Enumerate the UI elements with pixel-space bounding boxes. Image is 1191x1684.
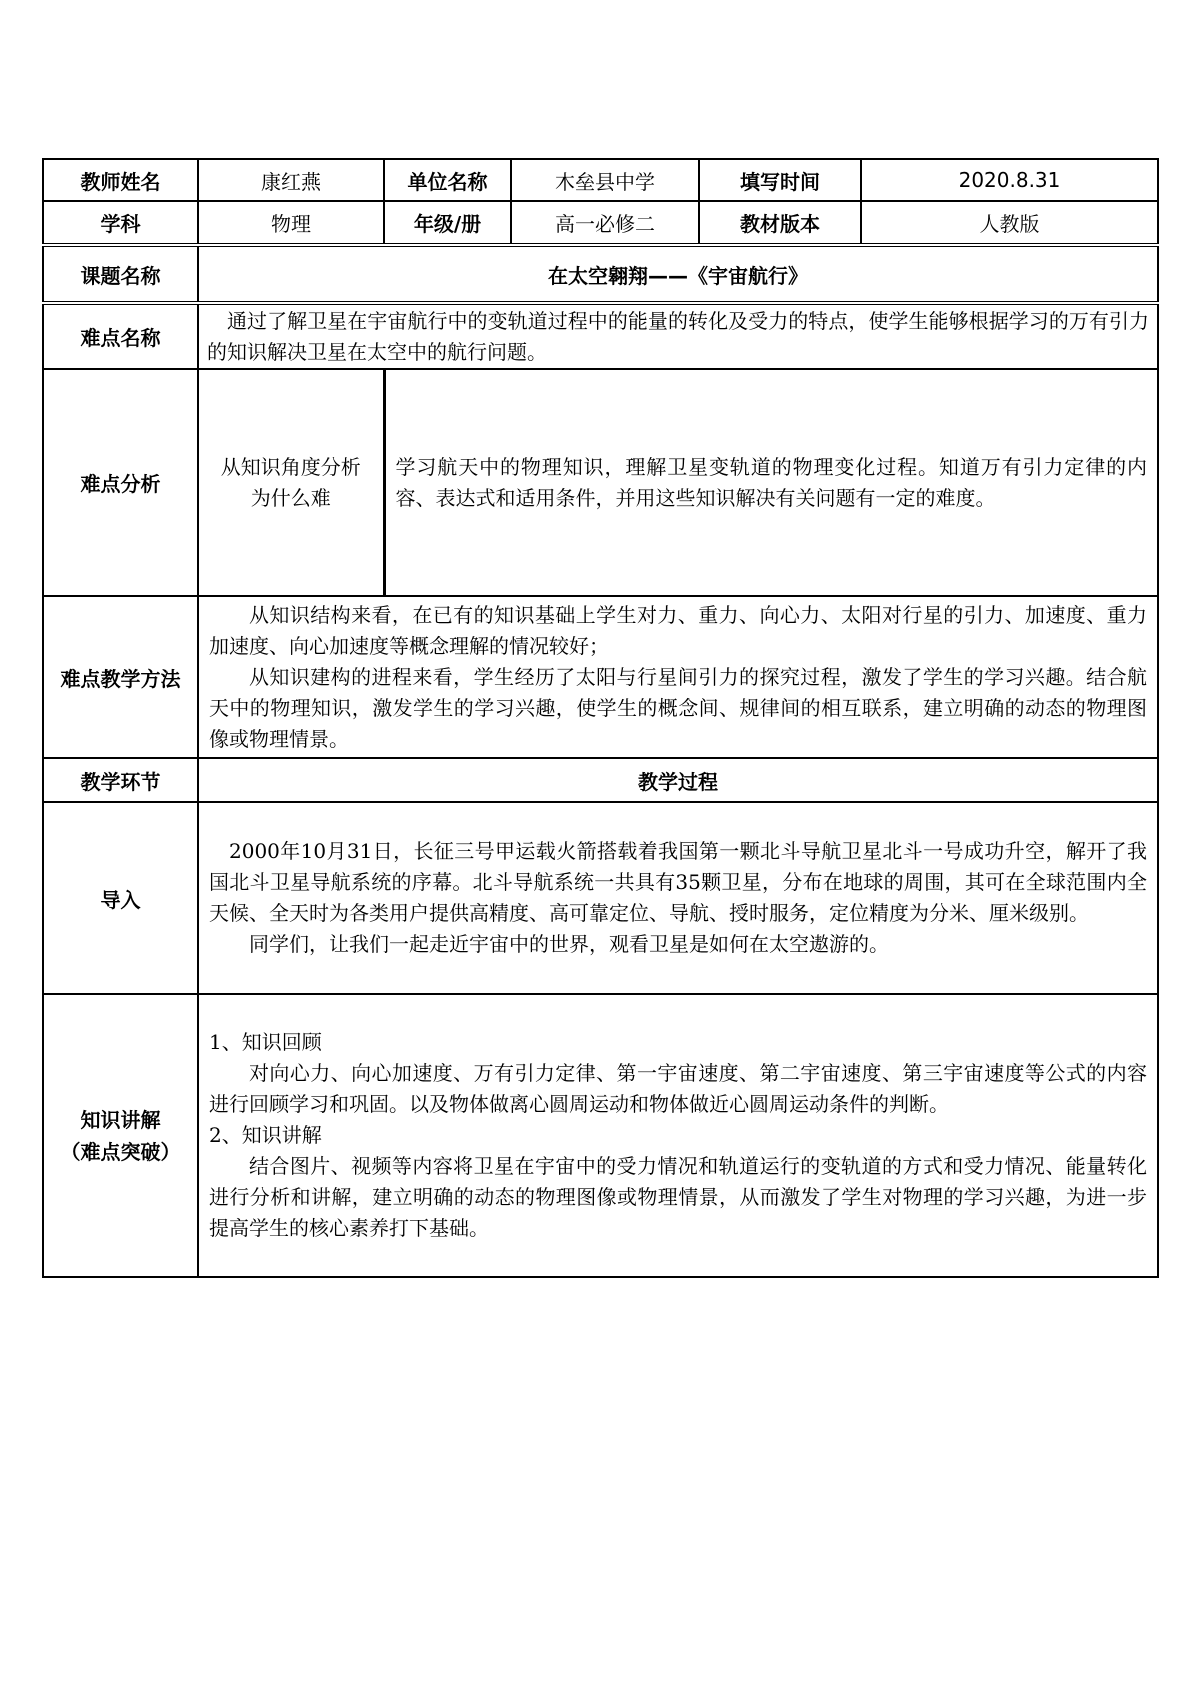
intro-label: 导入 [43, 802, 198, 994]
unit-label: 单位名称 [384, 159, 511, 201]
method-row [43, 596, 1158, 758]
info-row-1 [43, 159, 1158, 201]
intro-cell [198, 802, 1158, 994]
analysis-value: 学习航天中的物理知识，理解卫星变轨道的物理变化过程。知道万有引力定律的内容、表达式和适用条件，并用这些知识解决有关问题有一定的难度。 [395, 454, 1147, 510]
method-paragraph-2: 从知识建构的进程来看，学生经历了太阳与行星间引力的探究过程，激发了学生的学习兴趣。结合航天中的物理知识，激发学生的学习兴趣，使学生的概念间、规律间的相互联系，建立明确的动态的物理图像或物理情景。 [209, 664, 1147, 751]
process-step-label: 教学环节 [43, 758, 198, 802]
analysis-cell [384, 369, 1158, 596]
date-value: 2020.8.31 [861, 159, 1158, 201]
lecture-row [43, 994, 1158, 1277]
subject-value: 物理 [198, 201, 384, 245]
method-cell [198, 596, 1158, 758]
lecture-cell [198, 994, 1158, 1277]
topic-row [43, 245, 1158, 303]
lecture-label-line-2: （难点突破） [60, 1139, 181, 1164]
analysis-row [43, 369, 1158, 596]
intro-paragraph-1: 2000年10月31日，长征三号甲运载火箭搭载着我国第一颗北斗导航卫星北斗一号成功升空，解开了我国北斗卫星导航系统的序幕。北斗导航系统一共具有35颗卫星，分布在地球的周围，其可在全球范围内全天候、全天时为各类用户提供高精度、高可靠定位、导航、授时服务，定位精度为分米、厘米级别。 [209, 839, 1147, 925]
lecture-label-line-1: 知识讲解 [80, 1107, 161, 1132]
difficulty-cell [198, 303, 1158, 369]
lecture-paragraph-2: 结合图片、视频等内容将卫星在宇宙中的受力情况和轨道运行的变轨道的方式和受力情况、能量转化进行分析和讲解，建立明确的动态的物理图像或物理情景，从而激发了学生对物理的学习兴趣，为进一步提高学生的核心素养打下基础。 [209, 1154, 1147, 1240]
process-header-row [43, 758, 1158, 802]
lecture-paragraph-1: 对向心力、向心加速度、万有引力定律、第一宇宙速度、第二宇宙速度、第三宇宙速度等公式的内容进行回顾学习和巩固。以及物体做离心圆周运动和物体做近心圆周运动条件的判断。 [209, 1061, 1147, 1116]
lecture-heading-1: 1、知识回顾 [209, 1030, 322, 1054]
difficulty-row [43, 303, 1158, 369]
grade-value: 高一必修二 [511, 201, 699, 245]
difficulty-label: 难点名称 [43, 303, 198, 369]
process-header-value: 教学过程 [198, 758, 1158, 802]
method-paragraph-1: 从知识结构来看，在已有的知识基础上学生对力、重力、向心力、太阳对行星的引力、加速度、重力加速度、向心加速度等概念理解的情况较好； [209, 602, 1147, 658]
edition-value: 人教版 [861, 201, 1158, 245]
lecture-heading-2: 2、知识讲解 [209, 1123, 322, 1147]
analysis-sublabel: 从知识角度分析为什么难 [198, 369, 384, 596]
edition-label: 教材版本 [699, 201, 861, 245]
teacher-label: 教师姓名 [43, 159, 198, 201]
intro-row [43, 802, 1158, 994]
method-label: 难点教学方法 [43, 596, 198, 758]
difficulty-value: 通过了解卫星在宇宙航行中的变轨道过程中的能量的转化及受力的特点，使学生能够根据学习的万有引力的知识解决卫星在太空中的航行问题。 [207, 308, 1149, 364]
info-row-2 [43, 201, 1158, 245]
analysis-label: 难点分析 [43, 369, 198, 596]
lecture-label [43, 994, 198, 1277]
topic-value: 在太空翱翔——《宇宙航行》 [198, 245, 1158, 303]
subject-label: 学科 [43, 201, 198, 245]
lesson-plan-table [42, 158, 1159, 1278]
topic-label: 课题名称 [43, 245, 198, 303]
unit-value: 木垒县中学 [511, 159, 699, 201]
lesson-plan-sheet [42, 158, 1157, 1278]
teacher-value: 康红燕 [198, 159, 384, 201]
date-label: 填写时间 [699, 159, 861, 201]
intro-paragraph-2: 同学们，让我们一起走近宇宙中的世界，观看卫星是如何在太空遨游的。 [249, 932, 889, 956]
grade-label: 年级/册 [384, 201, 511, 245]
